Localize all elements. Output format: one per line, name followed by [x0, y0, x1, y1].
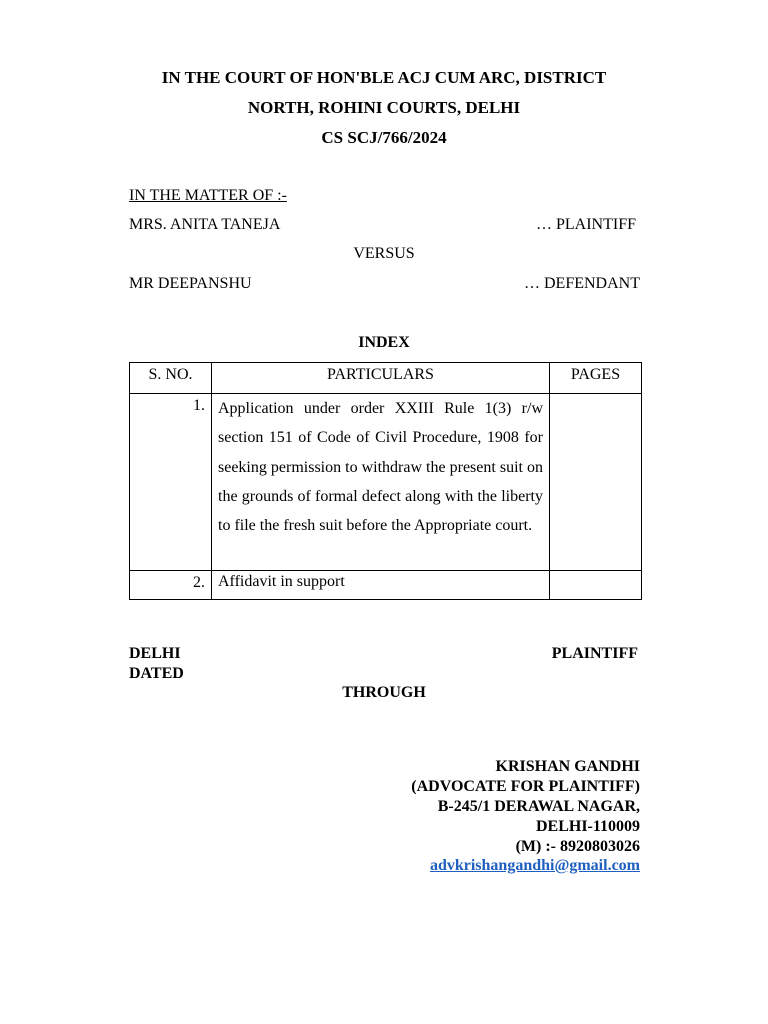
through-label: THROUGH — [342, 684, 426, 701]
defendant-role: … DEFENDANT — [524, 275, 640, 292]
table-row — [130, 394, 642, 571]
dated-label: DATED — [129, 665, 184, 682]
court-heading-line-1: IN THE COURT OF HON'BLE ACJ CUM ARC, DISTRICT — [161, 68, 607, 87]
place-label: DELHI — [129, 645, 181, 662]
defendant-name: MR DEEPANSHU — [129, 275, 252, 292]
header-sno: S. NO. — [130, 363, 212, 394]
row-pages — [550, 394, 642, 571]
advocate-name: KRISHAN GANDHI — [495, 758, 640, 775]
table-row — [130, 571, 642, 600]
row-particulars: Affidavit in support — [212, 571, 550, 600]
plaintiff-name: MRS. ANITA TANEJA — [129, 216, 281, 233]
case-number: CS SCJ/766/2024 — [321, 128, 447, 147]
index-table — [129, 362, 642, 600]
header-particulars: PARTICULARS — [212, 363, 550, 394]
party-label: PLAINTIFF — [551, 645, 638, 662]
row-sno: 1. — [130, 394, 212, 571]
court-heading-line-2: NORTH, ROHINI COURTS, DELHI — [247, 98, 521, 117]
versus-label: VERSUS — [353, 245, 415, 262]
email-link[interactable]: advkrishangandhi@gmail.com — [429, 857, 640, 874]
index-title: INDEX — [358, 334, 410, 351]
plaintiff-role: … PLAINTIFF — [535, 216, 636, 233]
address-line-2: DELHI-110009 — [535, 818, 640, 835]
row-pages — [550, 571, 642, 600]
mobile-number: (M) :- 8920803026 — [515, 838, 640, 855]
row-sno: 2. — [130, 571, 212, 600]
matter-heading: IN THE MATTER OF :- — [129, 187, 287, 204]
row-particulars: Application under order XXIII Rule 1(3) r/w section 151 of Code of Civil Procedure, 1908 for seeking permission to withdraw the present suit on the grounds of formal defect along with the liberty to file the fresh suit before the Appropriate court. — [212, 394, 550, 571]
advocate-title: (ADVOCATE FOR PLAINTIFF) — [411, 778, 640, 795]
header-pages: PAGES — [550, 363, 642, 394]
address-line-1: B-245/1 DERAWAL NAGAR, — [437, 798, 640, 815]
index-header-row — [130, 363, 642, 394]
